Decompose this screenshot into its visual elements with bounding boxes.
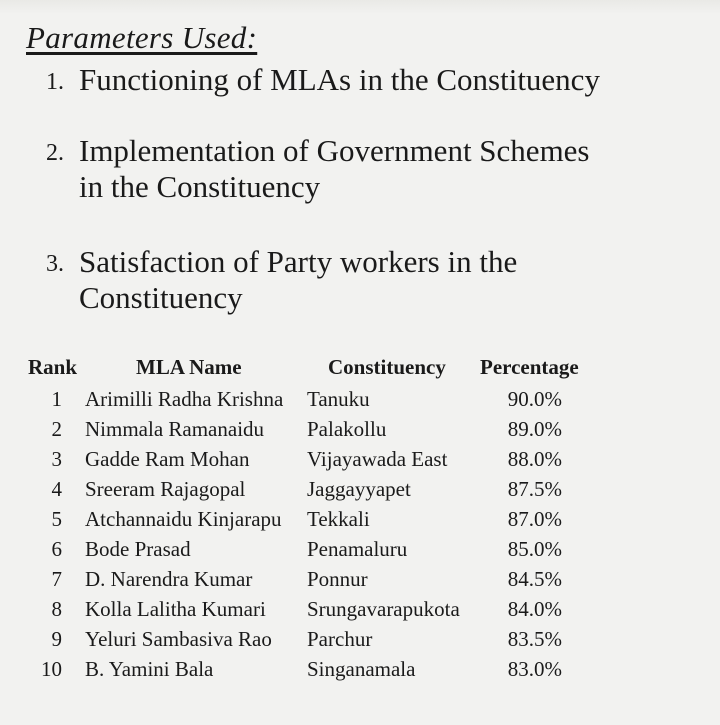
constituency-cell: Tekkali	[307, 507, 370, 531]
parameter-item	[46, 133, 686, 205]
table-row	[0, 537, 720, 567]
header-mla-name: MLA Name	[136, 355, 242, 379]
header-rank: Rank	[28, 355, 78, 379]
header-constituency: Constituency	[328, 355, 446, 379]
rank-cell: 7	[51, 567, 62, 591]
percentage-cell: 87.0%	[507, 507, 562, 531]
percentage-cell: 83.5%	[507, 627, 562, 651]
percentage-cell: 88.0%	[507, 447, 562, 471]
parameter-text-line: Constituency	[79, 280, 243, 315]
parameter-number: 3.	[46, 251, 64, 277]
name-cell: Sreeram Rajagopal	[85, 477, 246, 501]
table-row	[0, 567, 720, 597]
percentage-cell: 87.5%	[507, 477, 562, 501]
rank-cell: 10	[41, 657, 62, 681]
parameter-item	[46, 244, 686, 316]
name-cell: Nimmala Ramanaidu	[85, 417, 265, 441]
page-heading: Parameters Used:	[26, 20, 258, 55]
rank-cell: 2	[51, 417, 62, 441]
name-cell: Gadde Ram Mohan	[85, 447, 250, 471]
table-row	[0, 507, 720, 537]
name-cell: Atchannaidu Kinjarapu	[85, 507, 282, 531]
rank-cell: 3	[51, 447, 62, 471]
percentage-cell: 84.0%	[507, 597, 562, 621]
table-row	[0, 387, 720, 417]
percentage-cell: 85.0%	[507, 537, 562, 561]
constituency-cell: Singanamala	[307, 657, 416, 681]
header-percentage: Percentage	[480, 355, 579, 379]
table-row	[0, 477, 720, 507]
cropped-top-edge	[0, 0, 720, 14]
rank-cell: 5	[51, 507, 62, 531]
constituency-cell: Penamaluru	[307, 537, 408, 561]
parameter-text-line: in the Constituency	[79, 169, 321, 204]
percentage-cell: 90.0%	[507, 387, 562, 411]
constituency-cell: Jaggayyapet	[307, 477, 411, 501]
table-row	[0, 417, 720, 447]
percentage-cell: 89.0%	[507, 417, 562, 441]
name-cell: B. Yamini Bala	[85, 657, 214, 681]
parameter-number: 1.	[46, 69, 64, 95]
constituency-cell: Palakollu	[307, 417, 387, 441]
table-row	[0, 597, 720, 627]
name-cell: D. Narendra Kumar	[85, 567, 253, 591]
rank-cell: 8	[51, 597, 62, 621]
constituency-cell: Tanuku	[307, 387, 370, 411]
parameter-number: 2.	[46, 140, 64, 166]
table-row	[0, 447, 720, 477]
constituency-cell: Parchur	[307, 627, 373, 651]
table-row	[0, 627, 720, 657]
rank-cell: 1	[51, 387, 62, 411]
name-cell: Yeluri Sambasiva Rao	[85, 627, 272, 651]
parameter-item	[46, 62, 686, 98]
table-header-row	[0, 355, 720, 383]
rank-cell: 6	[51, 537, 62, 561]
constituency-cell: Srungavarapukota	[307, 597, 460, 621]
name-cell: Bode Prasad	[85, 537, 191, 561]
name-cell: Kolla Lalitha Kumari	[85, 597, 266, 621]
percentage-cell: 84.5%	[507, 567, 562, 591]
parameter-text-line: Functioning of MLAs in the Constituency	[79, 62, 600, 97]
percentage-cell: 83.0%	[507, 657, 562, 681]
rank-cell: 4	[51, 477, 62, 501]
name-cell: Arimilli Radha Krishna	[85, 387, 284, 411]
parameter-text-line: Implementation of Government Schemes	[79, 133, 590, 168]
rank-cell: 9	[51, 627, 62, 651]
constituency-cell: Vijayawada East	[307, 447, 448, 471]
table-row	[0, 657, 720, 687]
constituency-cell: Ponnur	[307, 567, 368, 591]
parameter-text-line: Satisfaction of Party workers in the	[79, 244, 518, 279]
